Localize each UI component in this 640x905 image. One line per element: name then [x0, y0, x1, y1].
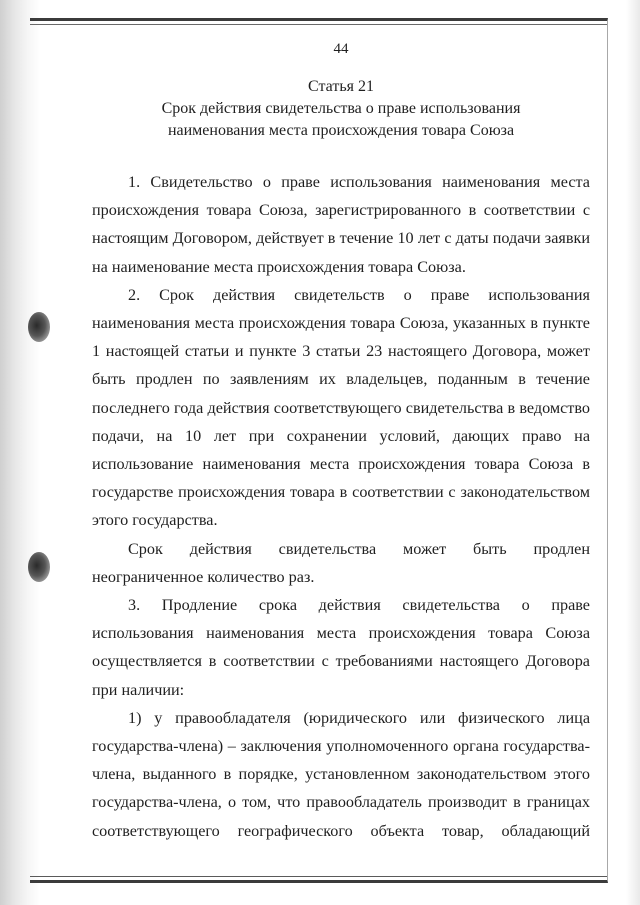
article-title-line1: Срок действия свидетельства о праве использования	[161, 100, 521, 117]
paragraph-2: 2. Срок действия свидетельств о праве использования наименования места происхождения товара Союза, указанных в пункте 1 настоящей статьи и пункте 3 статьи 23 настоящего Договора, может быть продлен по заявлениям их владельцев, поданным в течение последнего года действия соответствующего свидетельства в ведомство подачи, на 10 лет при сохранении условий, дающих право на использование наименования места происхождения товара Союза в государстве происхождения товара в соответствии с законодательством этого государства.	[92, 285, 590, 530]
article-heading	[92, 76, 590, 142]
article-title-line2: наименования места происхождения товара Союза	[167, 122, 515, 139]
paragraph-4: 3. Продление срока действия свидетельства о праве использования наименования места происхождения товара Союза осуществляется в соответствии с требованиями настоящего Договора при наличии:	[92, 596, 590, 699]
paragraph-5: 1) у правообладателя (юридического или физического лица государства-члена) – заключения уполномоченного органа государства-члена, выданного в порядке, установленном законодательством этого государства-члена, о том, что правообладатель производит в границах соответствующего географического объекта товар, обладающий	[92, 708, 590, 840]
paragraph-1: 1. Свидетельство о праве использования наименования места происхождения товара Союза, зарегистрированного в соответствии с настоящим Договором, действует в течение 10 лет с даты подачи заявки на наименование места происхождения товара Союза.	[92, 173, 590, 276]
page-number: 44	[333, 41, 349, 57]
article-number: Статья 21	[308, 78, 374, 95]
paragraph-3: Срок действия свидетельства может быть продлен неограниченное количество раз.	[92, 539, 590, 586]
scan-shadow-right	[626, 0, 640, 905]
document-body	[92, 38, 590, 845]
